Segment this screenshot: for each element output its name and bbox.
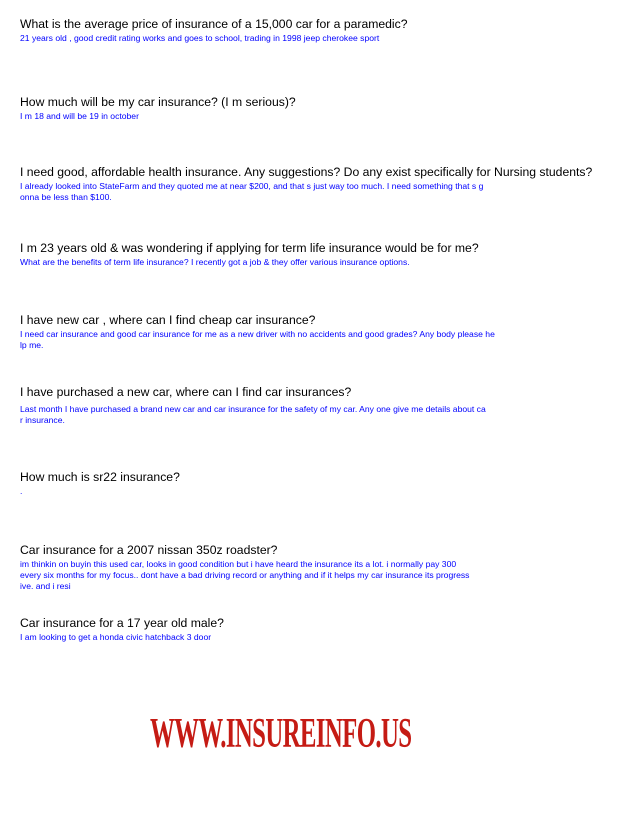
question-body bbox=[20, 632, 620, 643]
question-body bbox=[20, 404, 620, 426]
question-body bbox=[20, 559, 620, 592]
question-title: I have new car , where can I find cheap car insurance? bbox=[20, 313, 316, 327]
question-block bbox=[20, 385, 620, 426]
question-body-line: I need car insurance and good car insurance for me as a new driver with no accidents and good grades? Any body please he bbox=[20, 329, 495, 339]
question-title: Car insurance for a 17 year old male? bbox=[20, 616, 224, 630]
question-body bbox=[20, 257, 620, 268]
question-body-line: I m 18 and will be 19 in october bbox=[20, 111, 139, 121]
question-title: What is the average price of insurance of a 15,000 car for a paramedic? bbox=[20, 17, 408, 31]
question-body-line: 21 years old , good credit rating works and goes to school, trading in 1998 jeep cherokee sport bbox=[20, 33, 380, 43]
question-body-line: Last month I have purchased a brand new car and car insurance for the safety of my car. Any one give me details about ca bbox=[20, 404, 486, 414]
question-body-line: What are the benefits of term life insurance? I recently got a job & they offer various insurance options. bbox=[20, 257, 410, 267]
question-body bbox=[20, 181, 620, 203]
website-banner: WWW.INSUREINFO.US bbox=[150, 709, 412, 757]
question-body bbox=[20, 486, 620, 497]
question-body bbox=[20, 111, 620, 122]
question-body-line: onna be less than $100. bbox=[20, 192, 112, 202]
question-body-line: r insurance. bbox=[20, 415, 65, 425]
question-body-line: I already looked into StateFarm and they quoted me at near $200, and that s just way too much. I need something that s g bbox=[20, 181, 484, 191]
question-block bbox=[20, 616, 620, 643]
question-title: How much is sr22 insurance? bbox=[20, 470, 180, 484]
question-body-line: every six months for my focus.. dont have a bad driving record or anything and if it helps my car insurance its progress bbox=[20, 570, 470, 580]
question-block bbox=[20, 95, 620, 122]
question-block bbox=[20, 470, 620, 497]
question-title: I have purchased a new car, where can I find car insurances? bbox=[20, 385, 352, 399]
question-body-line: lp me. bbox=[20, 340, 44, 350]
question-title: I need good, affordable health insurance. Any suggestions? Do any exist specifically for Nursing students? bbox=[20, 165, 593, 179]
question-body-line: . bbox=[20, 486, 23, 496]
question-title: I m 23 years old & was wondering if applying for term life insurance would be for me? bbox=[20, 241, 479, 255]
question-block bbox=[20, 17, 620, 44]
question-block bbox=[20, 543, 620, 592]
question-body-line: im thinkin on buyin this used car, looks in good condition but i have heard the insurance its a lot. i normally pay 300 bbox=[20, 559, 457, 569]
question-block bbox=[20, 241, 620, 268]
question-body bbox=[20, 33, 620, 44]
question-block bbox=[20, 313, 620, 351]
question-block bbox=[20, 165, 620, 203]
question-body-line: ive. and i resi bbox=[20, 581, 71, 591]
question-body-line: I am looking to get a honda civic hatchback 3 door bbox=[20, 632, 212, 642]
question-body bbox=[20, 329, 620, 351]
question-title: Car insurance for a 2007 nissan 350z roadster? bbox=[20, 543, 278, 557]
question-title: How much will be my car insurance? (I m serious)? bbox=[20, 95, 296, 109]
